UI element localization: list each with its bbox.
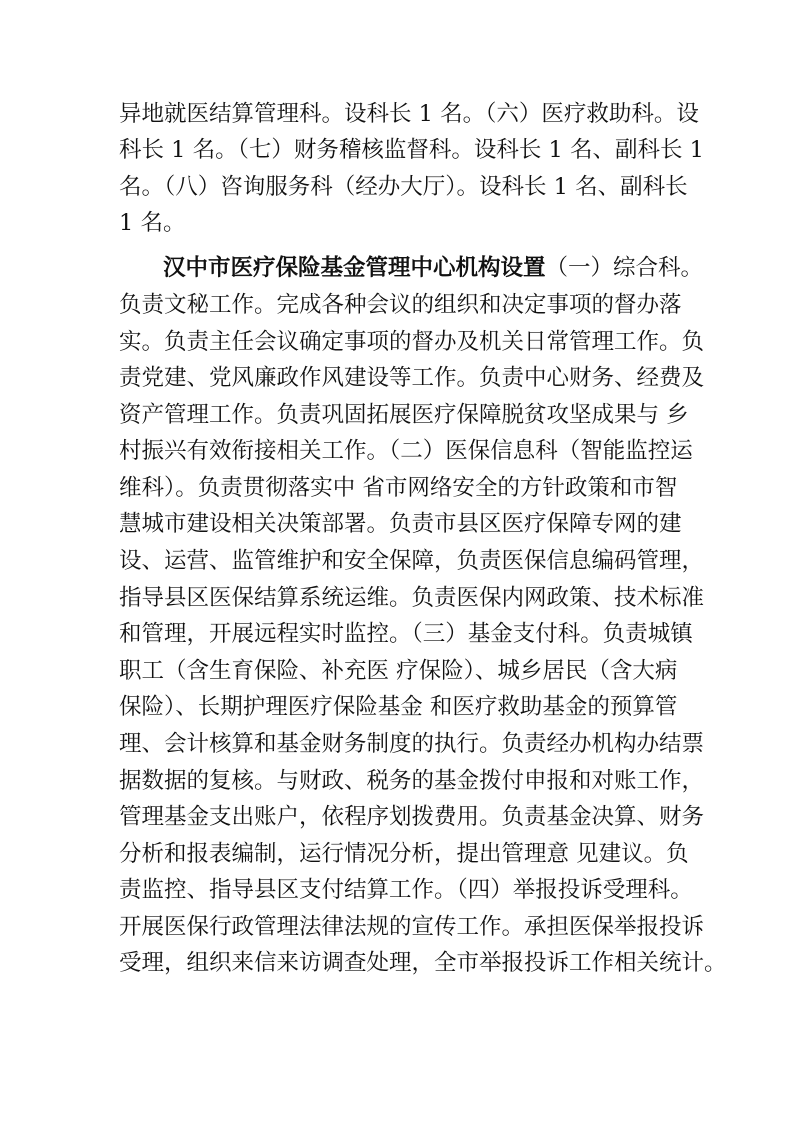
text-line: 据数据的复核。与财政、税务的基金拨付申报和对账工作， <box>119 768 705 794</box>
text-line: 开展医保行政管理法律法规的宣传工作。承担医保举报投诉 <box>119 914 705 940</box>
text-line: 慧城市建设相关决策部署。负责市县区医疗保障专网的建 <box>119 511 682 537</box>
text-line: 管理基金支出账户，依程序划拨费用。负责基金决算、财务 <box>119 804 705 830</box>
text-line: 理、会计核算和基金财务制度的执行。负责经办机构办结票 <box>119 731 705 757</box>
text-line: 实。负责主任会议确定事项的督办及机关日常管理工作。负 <box>119 329 705 355</box>
text-line: 1 名。 <box>119 210 186 236</box>
text-line: 负责文秘工作。完成各种会议的组织和决定事项的督办落 <box>119 292 682 318</box>
text-line: 责监控、指导县区支付结算工作。（四）举报投诉受理科。 <box>119 877 693 903</box>
text-line: 科长 1 名。（七）财务稽核监督科。设科长 1 名、副科长 1 <box>119 137 704 163</box>
text-line: 和管理，开展远程实时监控。（三）基金支付科。负责城镇 <box>119 621 693 647</box>
text-line: 受理，组织来信来访调查处理，全市举报投诉工作相关统计。 <box>119 950 727 976</box>
section-heading: 汉中市医疗保险基金管理中心机构设置 <box>163 255 546 281</box>
text-line: 设、运营、监管维护和安全保障，负责医保信息编码管理， <box>119 548 705 574</box>
text-line: 职工（含生育保险、补充医 疗保险）、城乡居民（含大病 <box>119 658 678 684</box>
text-line: 名。（八）咨询服务科（经办大厅）。设科长 1 名、副科长 <box>119 174 688 200</box>
text-line: 保险）、长期护理医疗保险基金 和医疗救助基金的预算管 <box>119 694 678 720</box>
text-line: 异地就医结算管理科。设科长 1 名。（六）医疗救助科。设 <box>119 101 699 127</box>
text-line: 村振兴有效衔接相关工作。（二）医保信息科（智能监控运 <box>119 438 693 464</box>
text-line: 责党建、党风廉政作风建设等工作。负责中心财务、经费及 <box>119 365 705 391</box>
section-first-line-text: （一）综合科。 <box>545 255 704 281</box>
section-first-line <box>163 250 704 286</box>
text-line: 分析和报表编制，运行情况分析，提出管理意 见建议。负 <box>119 841 689 867</box>
text-line: 资产管理工作。负责巩固拓展医疗保障脱贫攻坚成果与 乡 <box>119 402 689 428</box>
text-line: 维科）。负责贯彻落实中 省市网络安全的方针政策和市智 <box>119 475 678 501</box>
text-line: 指导县区医保结算系统运维。负责医保内网政策、技术标准 <box>119 585 705 611</box>
